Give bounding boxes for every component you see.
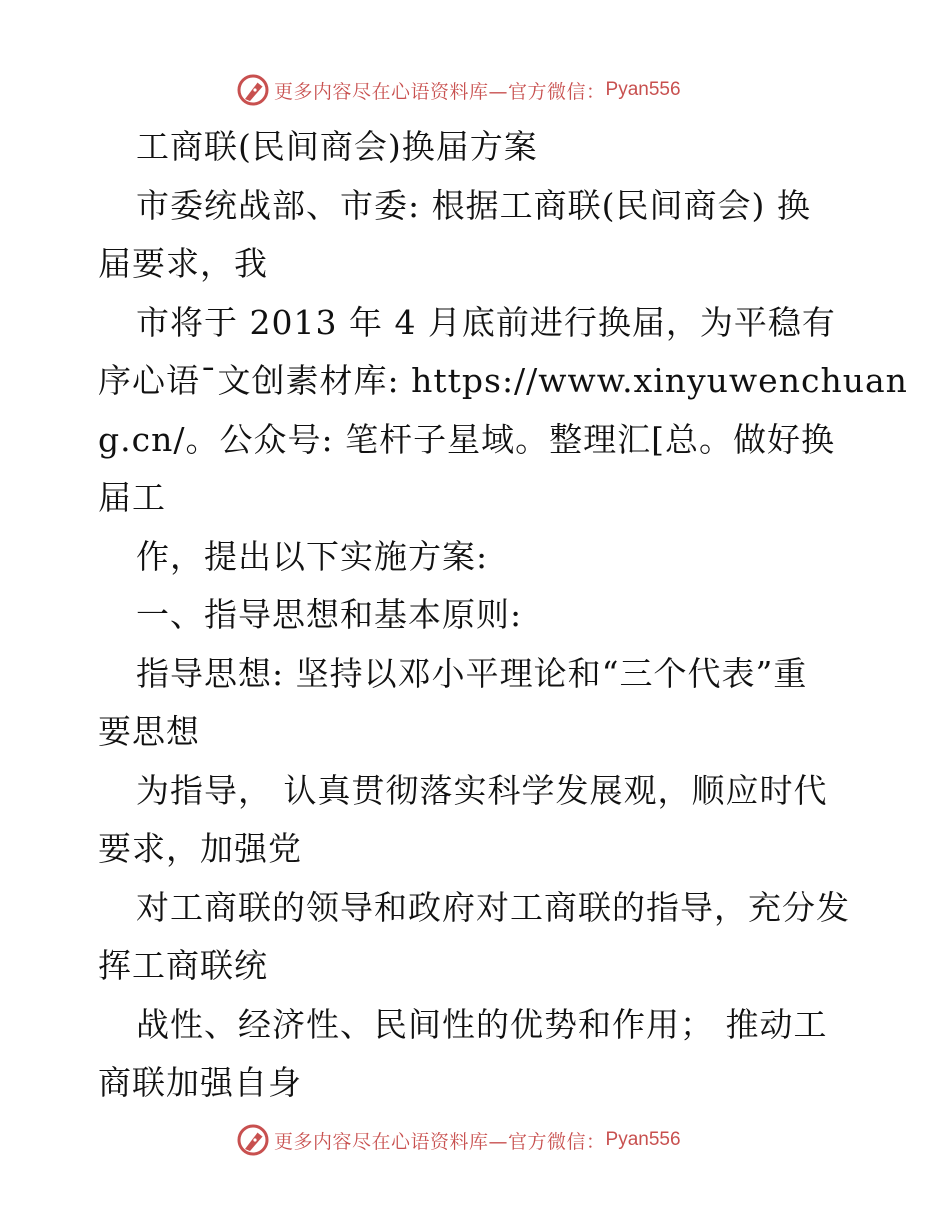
pen-nib-logo-icon: [236, 73, 270, 107]
text-line: 为指导， 认真贯彻落实科学发展观，顺应时代: [136, 770, 828, 810]
text-line: g.cn/。公众号: 笔杆子星域。整理汇[总。做好换: [98, 419, 835, 459]
watermark-wechat-id: Pyan556: [605, 79, 681, 100]
text-line: 战性、经济性、民间性的优势和作用； 推动工: [136, 1004, 828, 1044]
pen-nib-logo-icon: [236, 1123, 270, 1157]
text-line: 序心语¯文创素材库: https://www.xinyuwenchuan: [98, 361, 908, 400]
text-line: 作，提出以下实施方案:: [136, 536, 489, 576]
text-line: 届要求，我: [98, 244, 268, 283]
header-watermark: [236, 73, 681, 107]
text-line: 对工商联的领导和政府对工商联的指导，充分发: [136, 887, 850, 927]
watermark-text: 更多内容尽在心语资料库—官方微信：: [274, 1130, 606, 1153]
watermark-text: 更多内容尽在心语资料库—官方微信：: [274, 80, 606, 103]
text-line: 指导思想: 坚持以邓小平理论和“三个代表”重: [136, 653, 808, 693]
watermark-wechat-id: Pyan556: [605, 1129, 681, 1150]
text-line: 市委统战部、市委: 根据工商联(民间商会) 换: [136, 185, 811, 225]
text-line: 要思想: [98, 712, 200, 751]
document-title: 工商联(民间商会)换届方案: [136, 127, 538, 166]
section-heading: 一、指导思想和基本原则:: [136, 595, 523, 634]
text-line: 市将于 2013 年 4 月底前进行换届，为平稳有: [136, 302, 836, 342]
document-body: [98, 118, 908, 1113]
footer-watermark: [236, 1123, 681, 1157]
text-line: 挥工商联统: [98, 946, 268, 985]
text-line: 届工: [98, 478, 166, 517]
text-line: 商联加强自身: [98, 1063, 302, 1102]
text-line: 要求，加强党: [98, 829, 302, 868]
